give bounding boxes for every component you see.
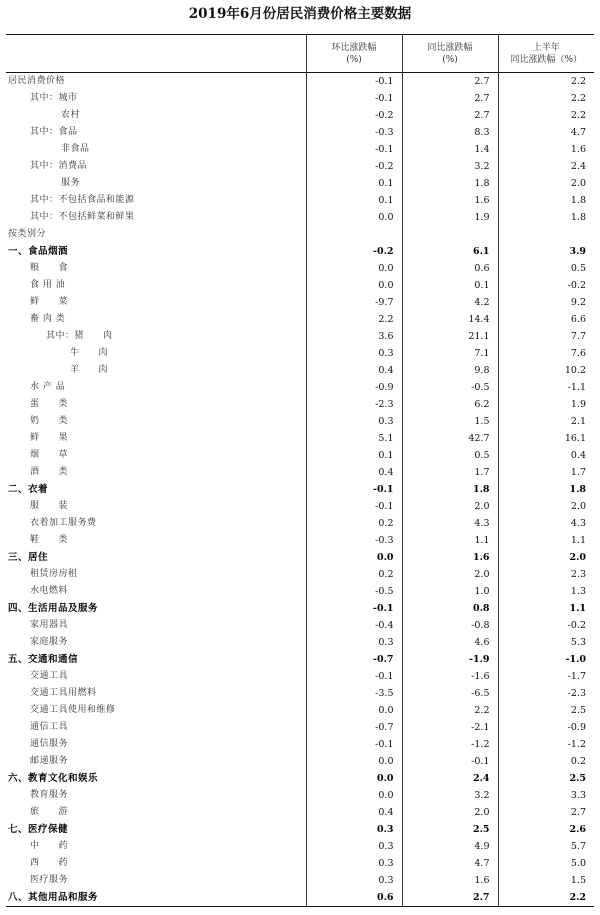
header-h1-line2: 同比涨跌幅（%） — [510, 54, 583, 65]
header-h1 — [498, 35, 594, 73]
row-label: 鲜 果 — [30, 433, 69, 443]
header-mom-line1: 环比涨跌幅 — [331, 42, 377, 53]
table-row — [6, 617, 594, 634]
table-row — [6, 600, 594, 617]
row-mom-value: -0.1 — [306, 141, 402, 158]
row-yoy-value: 0.1 — [402, 277, 498, 294]
row-yoy-value: -2.1 — [402, 719, 498, 736]
table-row — [6, 566, 594, 583]
row-yoy-value: 0.8 — [402, 600, 498, 617]
row-h1-value: 9.2 — [498, 294, 594, 311]
row-h1-value: 2.2 — [498, 90, 594, 107]
row-mom-value: 0.3 — [306, 821, 402, 838]
row-yoy-value: 6.2 — [402, 396, 498, 413]
row-mom-value: 0.4 — [306, 804, 402, 821]
row-yoy-value: 2.7 — [402, 73, 498, 91]
table-row — [6, 345, 594, 362]
row-mom-value: 0.4 — [306, 464, 402, 481]
row-yoy-value: -1.9 — [402, 651, 498, 668]
row-label: 居民消费价格 — [8, 76, 66, 86]
row-mom-value: 0.1 — [306, 175, 402, 192]
table-body — [6, 73, 594, 907]
row-h1-value: 4.7 — [498, 124, 594, 141]
row-label: 交通工具用燃料 — [30, 688, 97, 698]
header-yoy-line1: 同比涨跌幅 — [427, 42, 473, 53]
row-h1-value: 2.1 — [498, 413, 594, 430]
table-row — [6, 192, 594, 209]
row-label: 其中：食品 — [30, 127, 78, 137]
table-row — [6, 107, 594, 124]
row-h1-value: -1.1 — [498, 379, 594, 396]
row-yoy-value: 2.0 — [402, 804, 498, 821]
row-label: 粮 食 — [30, 263, 69, 273]
row-h1-value: 7.6 — [498, 345, 594, 362]
table-row — [6, 634, 594, 651]
row-h1-value: 2.0 — [498, 549, 594, 566]
row-label: 七、医疗保健 — [8, 824, 69, 835]
row-label: 租赁房房租 — [30, 569, 78, 579]
row-mom-value: -0.2 — [306, 243, 402, 260]
table-row — [6, 889, 594, 907]
row-h1-value: 7.7 — [498, 328, 594, 345]
row-mom-value: -2.3 — [306, 396, 402, 413]
table-row — [6, 787, 594, 804]
row-mom-value — [306, 226, 402, 243]
row-mom-value: 0.3 — [306, 872, 402, 889]
header-yoy — [402, 35, 498, 73]
row-label: 八、其他用品和服务 — [8, 892, 99, 903]
row-mom-value: 0.3 — [306, 413, 402, 430]
table-row — [6, 549, 594, 566]
row-mom-value: -0.3 — [306, 124, 402, 141]
table-row — [6, 243, 594, 260]
row-label: 鞋 类 — [30, 535, 69, 545]
row-label: 通信工具 — [30, 722, 69, 732]
row-label: 蛋 类 — [30, 399, 69, 409]
page-title: 2019年6月份居民消费价格主要数据 — [188, 6, 412, 22]
table-row — [6, 294, 594, 311]
row-label: 六、教育文化和娱乐 — [8, 773, 99, 784]
row-yoy-value: -0.1 — [402, 753, 498, 770]
table-row — [6, 379, 594, 396]
row-mom-value: 0.0 — [306, 549, 402, 566]
row-mom-value: 0.1 — [306, 192, 402, 209]
row-mom-value: 0.3 — [306, 855, 402, 872]
table-row — [6, 158, 594, 175]
row-label: 服 装 — [30, 501, 69, 511]
row-label: 五、交通和通信 — [8, 654, 79, 665]
table-row — [6, 464, 594, 481]
row-h1-value: 1.5 — [498, 872, 594, 889]
row-yoy-value: -0.5 — [402, 379, 498, 396]
table-row — [6, 362, 594, 379]
row-yoy-value: -6.5 — [402, 685, 498, 702]
table-row — [6, 821, 594, 838]
row-h1-value: -0.2 — [498, 617, 594, 634]
table-row — [6, 413, 594, 430]
row-yoy-value: 2.0 — [402, 498, 498, 515]
row-h1-value — [498, 226, 594, 243]
row-label: 鲜 菜 — [30, 297, 69, 307]
row-h1-value: 2.2 — [498, 107, 594, 124]
table-row — [6, 719, 594, 736]
row-mom-value: 0.2 — [306, 515, 402, 532]
row-mom-value: 0.4 — [306, 362, 402, 379]
row-h1-value: 2.2 — [498, 73, 594, 91]
row-yoy-value: 21.1 — [402, 328, 498, 345]
cpi-table — [6, 34, 594, 907]
table-row — [6, 685, 594, 702]
row-mom-value: 0.1 — [306, 447, 402, 464]
row-mom-value: -0.1 — [306, 73, 402, 91]
row-mom-value: -0.7 — [306, 719, 402, 736]
row-mom-value: 0.0 — [306, 753, 402, 770]
row-mom-value: -3.5 — [306, 685, 402, 702]
row-h1-value: 1.7 — [498, 464, 594, 481]
row-label: 交通工具 — [30, 671, 69, 681]
row-yoy-value: -1.2 — [402, 736, 498, 753]
row-mom-value: -0.5 — [306, 583, 402, 600]
table-row — [6, 702, 594, 719]
row-label: 农村 — [61, 110, 81, 120]
row-mom-value: 0.0 — [306, 787, 402, 804]
row-yoy-value: 1.4 — [402, 141, 498, 158]
row-h1-value: 2.0 — [498, 175, 594, 192]
row-label: 水 产 品 — [30, 382, 66, 392]
row-h1-value: 1.9 — [498, 396, 594, 413]
row-h1-value: 5.3 — [498, 634, 594, 651]
row-h1-value: 2.2 — [498, 889, 594, 907]
table-row — [6, 872, 594, 889]
table-row — [6, 90, 594, 107]
row-label: 其中：不包括鲜菜和鲜果 — [30, 212, 135, 222]
row-yoy-value: 6.1 — [402, 243, 498, 260]
row-yoy-value: 2.7 — [402, 90, 498, 107]
header-mom — [306, 35, 402, 73]
row-label: 旅 游 — [30, 807, 69, 817]
table-row — [6, 311, 594, 328]
row-h1-value: 2.5 — [498, 770, 594, 787]
row-mom-value: -0.7 — [306, 651, 402, 668]
row-mom-value: -0.1 — [306, 736, 402, 753]
table-row — [6, 481, 594, 498]
row-mom-value: -0.2 — [306, 107, 402, 124]
row-label: 烟 草 — [30, 450, 69, 460]
row-h1-value: 2.0 — [498, 498, 594, 515]
table-row — [6, 753, 594, 770]
table-row — [6, 583, 594, 600]
row-h1-value: 3.3 — [498, 787, 594, 804]
row-yoy-value: 1.8 — [402, 175, 498, 192]
row-label: 牛 肉 — [70, 348, 109, 358]
row-h1-value: 1.8 — [498, 209, 594, 226]
row-h1-value: 1.1 — [498, 532, 594, 549]
row-mom-value: 0.0 — [306, 209, 402, 226]
row-h1-value: -0.9 — [498, 719, 594, 736]
table-header — [6, 35, 594, 73]
row-yoy-value: 1.5 — [402, 413, 498, 430]
table-row — [6, 396, 594, 413]
row-h1-value: 1.8 — [498, 192, 594, 209]
row-h1-value: 10.2 — [498, 362, 594, 379]
table-row — [6, 736, 594, 753]
table-row — [6, 175, 594, 192]
row-h1-value: 16.1 — [498, 430, 594, 447]
row-h1-value: 1.8 — [498, 481, 594, 498]
row-mom-value: 0.3 — [306, 838, 402, 855]
row-yoy-value: 1.6 — [402, 192, 498, 209]
row-label: 其中：猪 肉 — [46, 331, 113, 341]
row-yoy-value: 1.9 — [402, 209, 498, 226]
row-yoy-value: 4.6 — [402, 634, 498, 651]
row-h1-value: 0.5 — [498, 260, 594, 277]
row-yoy-value: 2.5 — [402, 821, 498, 838]
row-h1-value: -1.2 — [498, 736, 594, 753]
row-label: 三、居住 — [8, 552, 49, 563]
table-row — [6, 804, 594, 821]
row-yoy-value: 1.6 — [402, 549, 498, 566]
row-mom-value: -0.3 — [306, 532, 402, 549]
row-yoy-value: 0.5 — [402, 447, 498, 464]
row-yoy-value: 2.4 — [402, 770, 498, 787]
row-label: 医疗服务 — [30, 875, 69, 885]
table-row — [6, 430, 594, 447]
row-mom-value: -0.1 — [306, 481, 402, 498]
row-h1-value: 0.2 — [498, 753, 594, 770]
table-row — [6, 209, 594, 226]
row-h1-value: 1.6 — [498, 141, 594, 158]
row-label: 按类别分 — [8, 229, 47, 239]
row-label: 中 药 — [30, 841, 69, 851]
row-mom-value: -9.7 — [306, 294, 402, 311]
table-row — [6, 226, 594, 243]
row-h1-value: 4.3 — [498, 515, 594, 532]
row-h1-value: 2.4 — [498, 158, 594, 175]
row-mom-value: 0.3 — [306, 634, 402, 651]
row-h1-value: 1.3 — [498, 583, 594, 600]
row-yoy-value: 14.4 — [402, 311, 498, 328]
table-row — [6, 260, 594, 277]
row-label: 家用器具 — [30, 620, 69, 630]
row-yoy-value: 4.2 — [402, 294, 498, 311]
row-yoy-value: 9.8 — [402, 362, 498, 379]
header-mom-line2: (%) — [346, 54, 362, 65]
row-h1-value: 5.0 — [498, 855, 594, 872]
row-h1-value: 3.9 — [498, 243, 594, 260]
row-mom-value: -0.2 — [306, 158, 402, 175]
row-yoy-value: 42.7 — [402, 430, 498, 447]
table-row — [6, 838, 594, 855]
row-mom-value: -0.1 — [306, 90, 402, 107]
row-mom-value: 3.6 — [306, 328, 402, 345]
row-h1-value: -2.3 — [498, 685, 594, 702]
row-label: 四、生活用品及服务 — [8, 603, 99, 614]
table-row — [6, 498, 594, 515]
row-label: 其中：城市 — [30, 93, 78, 103]
row-yoy-value: 1.7 — [402, 464, 498, 481]
table-row — [6, 532, 594, 549]
table-row — [6, 651, 594, 668]
row-mom-value: 0.0 — [306, 277, 402, 294]
row-yoy-value: 1.6 — [402, 872, 498, 889]
row-label: 奶 类 — [30, 416, 69, 426]
table-row — [6, 124, 594, 141]
row-h1-value: -1.0 — [498, 651, 594, 668]
row-yoy-value: 3.2 — [402, 158, 498, 175]
row-label: 衣着加工服务费 — [30, 518, 97, 528]
row-h1-value: 2.7 — [498, 804, 594, 821]
row-mom-value: 0.0 — [306, 260, 402, 277]
row-mom-value: 0.3 — [306, 345, 402, 362]
row-label: 西 药 — [30, 858, 69, 868]
row-mom-value: -0.1 — [306, 668, 402, 685]
row-h1-value: 2.6 — [498, 821, 594, 838]
row-label: 家庭服务 — [30, 637, 69, 647]
row-label: 教育服务 — [30, 790, 69, 800]
row-yoy-value: 4.3 — [402, 515, 498, 532]
row-yoy-value: 2.7 — [402, 889, 498, 907]
row-yoy-value: 1.0 — [402, 583, 498, 600]
table-row — [6, 447, 594, 464]
row-h1-value: 2.5 — [498, 702, 594, 719]
table-row — [6, 277, 594, 294]
header-yoy-line2: (%) — [442, 54, 458, 65]
row-mom-value: -0.4 — [306, 617, 402, 634]
table-row — [6, 141, 594, 158]
row-yoy-value — [402, 226, 498, 243]
table-row — [6, 855, 594, 872]
row-yoy-value: 4.7 — [402, 855, 498, 872]
table-row — [6, 770, 594, 787]
row-mom-value: 5.1 — [306, 430, 402, 447]
row-h1-value: 2.3 — [498, 566, 594, 583]
table-row — [6, 328, 594, 345]
row-h1-value: 0.4 — [498, 447, 594, 464]
row-mom-value: -0.1 — [306, 498, 402, 515]
header-h1-line1: 上半年 — [532, 42, 560, 53]
row-h1-value: 1.1 — [498, 600, 594, 617]
row-yoy-value: 2.0 — [402, 566, 498, 583]
row-label: 酒 类 — [30, 467, 69, 477]
row-label: 其中：不包括食品和能源 — [30, 195, 135, 205]
row-yoy-value: 1.1 — [402, 532, 498, 549]
row-label: 交通工具使用和维修 — [30, 705, 116, 715]
row-yoy-value: 4.9 — [402, 838, 498, 855]
row-label: 一、食品烟酒 — [8, 246, 69, 257]
row-label: 通信服务 — [30, 739, 69, 749]
row-h1-value: 5.7 — [498, 838, 594, 855]
row-label: 水电燃料 — [30, 586, 69, 596]
row-label: 二、衣着 — [8, 484, 49, 495]
row-yoy-value: -1.6 — [402, 668, 498, 685]
row-mom-value: 2.2 — [306, 311, 402, 328]
row-mom-value: -0.9 — [306, 379, 402, 396]
row-mom-value: 0.2 — [306, 566, 402, 583]
row-label: 服务 — [61, 178, 81, 188]
row-yoy-value: -0.8 — [402, 617, 498, 634]
row-mom-value: 0.0 — [306, 770, 402, 787]
row-yoy-value: 0.6 — [402, 260, 498, 277]
table-row — [6, 668, 594, 685]
row-yoy-value: 3.2 — [402, 787, 498, 804]
row-label: 其中：消费品 — [30, 161, 88, 171]
table-row — [6, 515, 594, 532]
row-mom-value: 0.6 — [306, 889, 402, 907]
row-h1-value: -0.2 — [498, 277, 594, 294]
row-yoy-value: 2.2 — [402, 702, 498, 719]
row-h1-value: -1.7 — [498, 668, 594, 685]
row-mom-value: -0.1 — [306, 600, 402, 617]
row-label: 食 用 油 — [30, 280, 66, 290]
row-yoy-value: 2.7 — [402, 107, 498, 124]
row-label: 邮递服务 — [30, 756, 69, 766]
row-mom-value: 0.0 — [306, 702, 402, 719]
row-label: 非食品 — [61, 144, 90, 154]
table-row — [6, 73, 594, 91]
row-h1-value: 6.6 — [498, 311, 594, 328]
header-label-cell — [6, 35, 306, 73]
row-yoy-value: 7.1 — [402, 345, 498, 362]
row-yoy-value: 8.3 — [402, 124, 498, 141]
row-label: 羊 肉 — [70, 365, 109, 375]
row-yoy-value: 1.8 — [402, 481, 498, 498]
row-label: 畜 肉 类 — [30, 314, 66, 324]
